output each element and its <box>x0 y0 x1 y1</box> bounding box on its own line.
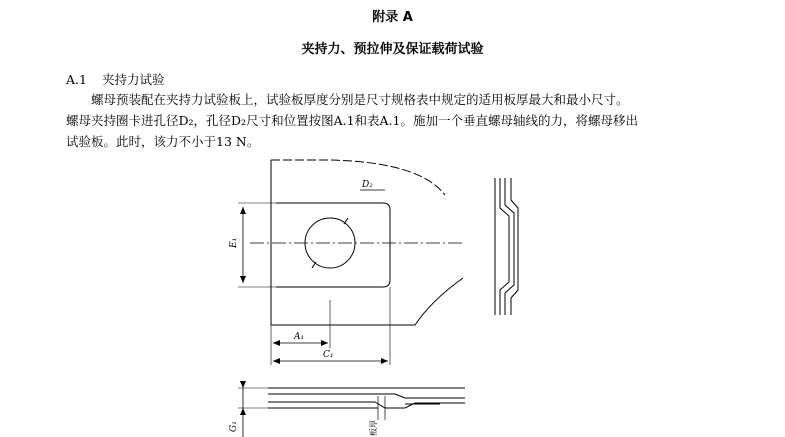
section-line-3 <box>268 402 465 408</box>
g1-arrow-bottom <box>240 408 246 415</box>
paragraph-line-1: 螺母预装配在夹持力试验板上，试验板厚度分别是尺寸规格表中规定的适用板厚最大和最小尺寸。 <box>91 92 629 107</box>
a1-arrow-left <box>273 340 280 346</box>
g1-arrow-top <box>240 381 246 388</box>
label-c1: C₁ <box>323 350 334 360</box>
section-line-2-step <box>395 394 465 398</box>
paragraph-line-2: 螺母夹持圈卡进孔径D₂，孔径D₂尺寸和位置按图A.1和表A.1。施加一个垂直螺母轴线的力，将螺母移出 <box>66 113 638 128</box>
slot-outline <box>276 203 390 287</box>
page-title: 夹持力、预拉伸及保证载荷试验 <box>301 42 484 57</box>
label-d2: D₂ <box>362 180 373 190</box>
a1-arrow-right <box>321 340 328 346</box>
c1-arrow-left <box>273 358 280 364</box>
bottom-section-view <box>238 386 465 437</box>
label-a1: A₁ <box>294 332 305 342</box>
label-g1: G₁ <box>229 421 239 432</box>
label-thickness: 板厚 <box>369 420 378 436</box>
e1-arrow-top <box>240 207 246 214</box>
plate-bottom-outline <box>271 278 463 325</box>
section-number: A.1 <box>66 72 87 87</box>
section-title: 夹持力试验 <box>102 72 165 87</box>
d2-arrow-upper <box>344 218 348 224</box>
side-view <box>495 178 518 315</box>
c1-arrow-right <box>381 358 388 364</box>
paragraph-line-3: 试验板。此时，该力不小于13 N。 <box>66 134 260 149</box>
arrowheads <box>240 207 388 364</box>
top-view <box>238 160 465 365</box>
d2-arrow-lower <box>312 262 316 268</box>
appendix-heading: 附录 A <box>372 10 413 25</box>
e1-arrow-bottom <box>240 276 246 283</box>
label-e1: E₁ <box>229 237 239 248</box>
plate-top-dashed-outline <box>271 160 445 195</box>
